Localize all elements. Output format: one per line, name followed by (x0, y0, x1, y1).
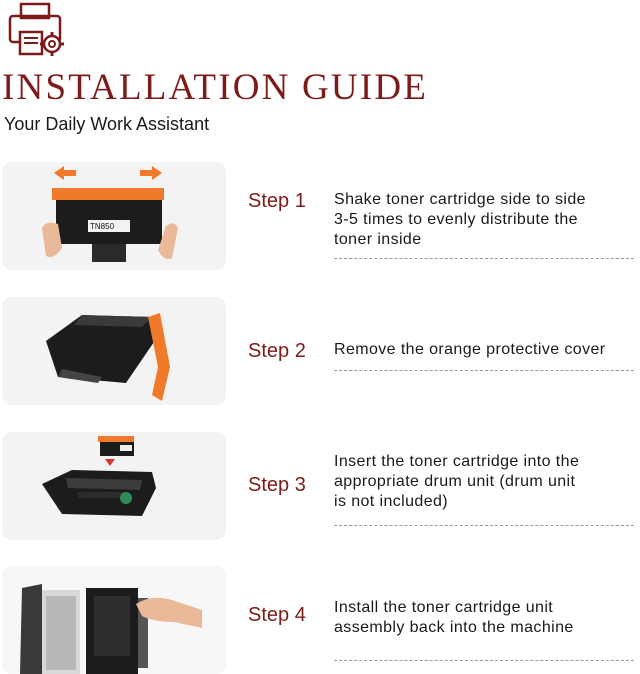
page-title: INSTALLATION GUIDE (2, 67, 429, 108)
step-3-image (2, 432, 226, 540)
step-4-label: Step 4 (248, 604, 306, 626)
printer-gear-icon (6, 2, 66, 58)
step-2-image (2, 297, 226, 405)
divider (334, 660, 634, 661)
step-4-image (2, 566, 226, 674)
step-1-text: Shake toner cartridge side to side 3-5 times to evenly distribute the toner inside (334, 191, 586, 248)
page-subtitle: Your Daily Work Assistant (4, 114, 210, 134)
divider (334, 258, 634, 259)
step-1-image (2, 162, 226, 270)
step-3-label: Step 3 (248, 474, 306, 496)
step-4-text: Install the toner cartridge unit assembly back into the machine (334, 599, 574, 636)
step-2-label: Step 2 (248, 340, 306, 362)
step-1-label: Step 1 (248, 190, 306, 212)
divider (334, 370, 634, 371)
step-2-text: Remove the orange protective cover (334, 341, 606, 358)
step-3-text: Insert the toner cartridge into the appropriate drum unit (drum unit is not included) (334, 453, 580, 510)
divider (334, 525, 634, 526)
cartridge-label: TN850 (90, 222, 115, 231)
